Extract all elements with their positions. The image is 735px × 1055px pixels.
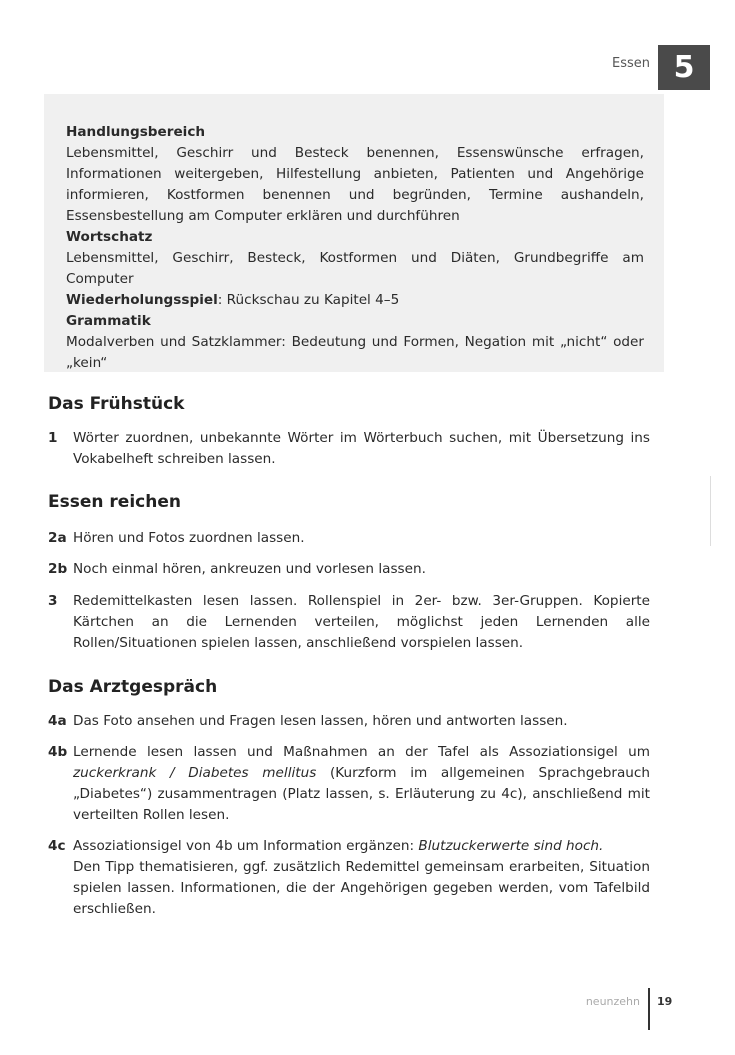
exercise-item-3	[48, 591, 650, 654]
exercise-item-2b	[48, 559, 650, 580]
exercise-number: 2a	[48, 530, 67, 546]
exercise-item-4b	[48, 742, 650, 826]
margin-mark	[710, 476, 711, 546]
overview-text-handlungsbereich: Lebensmittel, Geschirr und Besteck benennen, Essenswünsche erfragen, Informationen weitergeben, Hilfestellung anbieten, Patienten und Angehörige informieren, Kostformen benennen und begründen, Termine aushandeln, Essensbestellung am Computer erklären und durchführen	[66, 145, 644, 224]
exercise-number: 2b	[48, 561, 68, 577]
overview-heading-wiederholungsspiel: Wiederholungsspiel	[66, 292, 218, 308]
page-header	[0, 40, 735, 85]
exercise-text-emphasis: zuckerkrank / Diabetes mellitus	[73, 765, 317, 781]
exercise-number: 4c	[48, 838, 66, 854]
overview-text-wiederholungsspiel: : Rückschau zu Kapitel 4–5	[217, 292, 400, 308]
overview-heading-wortschatz: Wortschatz	[66, 229, 153, 245]
exercise-item-1	[48, 428, 650, 470]
exercise-text-part: (Kurzform im allgemeinen Sprachgebrauch „Diabetes“) zusammentragen (Platz lassen, s. Erläuterung zu 4c), anschließend mit verteilten Rollen lesen.	[73, 765, 650, 823]
chapter-number-badge: 5	[658, 45, 710, 90]
exercise-item-4a	[48, 711, 650, 732]
exercise-text: Das Foto ansehen und Fragen lesen lassen, hören und antworten lassen.	[73, 713, 568, 729]
section-heading-arztgespraech: Das Arztgespräch	[48, 677, 218, 697]
page-number-word: neunzehn	[585, 995, 640, 1008]
exercise-text-part: Assoziationsigel von 4b um Information ergänzen:	[73, 838, 419, 854]
exercise-number: 3	[48, 593, 58, 609]
overview-text-grammatik: Modalverben und Satzklammer: Bedeutung und Formen, Negation mit „nicht“ oder „kein“	[66, 334, 644, 371]
exercise-number: 4b	[48, 744, 68, 760]
exercise-number: 4a	[48, 713, 67, 729]
overview-line-wiederholungsspiel	[66, 290, 644, 311]
exercise-text-part: Lernende lesen lassen und Maßnahmen an der Tafel als Assoziationsigel um	[73, 744, 650, 760]
exercise-text: Hören und Fotos zuordnen lassen.	[73, 530, 305, 546]
exercise-text: Redemittelkasten lesen lassen. Rollenspiel in 2er- bzw. 3er-Gruppen. Kopierte Kärtchen an die Lernenden verteilen, möglichst jeden Lernenden alle Rollen/Situationen spielen lassen, anschließend vorspielen lassen.	[73, 593, 650, 651]
exercise-text	[73, 836, 650, 920]
chapter-overview-box	[44, 94, 664, 372]
section-heading-fruehstueck: Das Frühstück	[48, 394, 185, 414]
page-number: 19	[657, 995, 673, 1008]
exercise-text: Wörter zuordnen, unbekannte Wörter im Wörterbuch suchen, mit Übersetzung ins Vokabelheft schreiben lassen.	[73, 430, 650, 467]
chapter-title: Essen	[612, 56, 650, 71]
exercise-item-4c	[48, 836, 650, 920]
exercise-text: Noch einmal hören, ankreuzen und vorlesen lassen.	[73, 561, 426, 577]
exercise-text-part: Den Tipp thematisieren, ggf. zusätzlich Redemittel gemeinsam erarbeiten, Situation spielen lassen. Informationen, die der Angehörigen gegeben werden, vom Tafelbild erschließen.	[73, 859, 650, 917]
overview-heading-handlungsbereich: Handlungsbereich	[66, 124, 206, 140]
exercise-number: 1	[48, 430, 58, 446]
overview-text-wortschatz: Lebensmittel, Geschirr, Besteck, Kostformen und Diäten, Grundbegriffe am Computer	[66, 250, 644, 287]
exercise-item-2a	[48, 528, 650, 549]
exercise-text	[73, 742, 650, 826]
footer-divider	[648, 988, 650, 1030]
section-heading-essen-reichen: Essen reichen	[48, 492, 181, 512]
overview-heading-grammatik: Grammatik	[66, 313, 151, 329]
exercise-text-emphasis: Blutzuckerwerte sind hoch.	[418, 838, 604, 854]
